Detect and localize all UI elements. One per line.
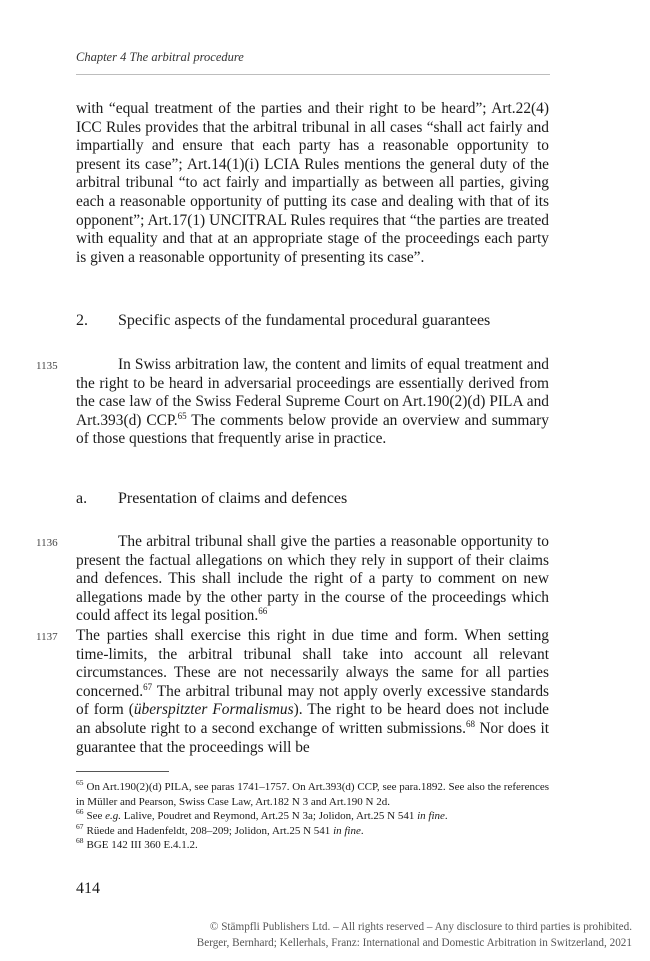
footnote-66 [76,809,549,824]
footnote-number: 66 [76,807,84,817]
footnote-text: Lalive, Poudret and Reymond, Art.25 N 3a; Jolidon, Art.25 N 541 [121,810,418,822]
running-head: Chapter 4 The arbitral procedure [76,50,244,64]
footnotes [76,780,549,853]
footnote-text: Rüede and Hadenfeldt, 208–209; Jolidon, Art.25 N 541 [86,824,334,837]
footnote-divider [76,771,169,772]
footnote-text: On Art.190(2)(d) PILA, see paras 1741–1757. On Art.393(d) CCP, see para.1892. See also the references in Müller and Pearson, Swiss Case Law, Art.182 N 3 and Art.190 N 2d. [76,781,549,808]
footnote-ref[interactable]: 65 [177,410,187,421]
paragraph-continuation: with “equal treatment of the parties and their right to be heard”; Art.22(4) ICC Rules provides that the arbitral tribunal in all cases “shall act fairly and impartially and ensure that each party has a reasonable opportunity to present its case”; Art.14(1)(i) LCIA Rules mentions the general duty of the arbitral tribunal “to act fairly and impartially as between all parties, giving each a reasonable opportunity of putting its case and dealing with that of its opponent”; Art.17(1) UNCITRAL Rules requires that “the parties are treated with equality and that at an appropriate stage of the proceedings each party is given a reasonable opportunity of presenting its case”. [76,100,549,266]
section-title: Specific aspects of the fundamental procedural guarantees [118,312,491,329]
margin-number-1135: 1135 [36,360,58,372]
paragraph-text: The arbitral tribunal may not apply overly excessive standards of form ( [76,682,549,719]
footnote-italic: e.g. [105,810,122,822]
footnote-65 [76,780,549,809]
footnote-text: BGE 142 III 360 E.4.1.2. [86,839,198,851]
paragraph-text: ). The right to be heard does not include an absolute right to a second exchange of written submissions. [76,701,549,737]
paragraph-text: The arbitral tribunal shall give the parties a reasonable opportunity to present the factual allegations on which they rely in support of their claims and defences. This shall include the right of a party to comment on new allegations made by the other party in the course of the proceedings which could affect its legal position. [76,533,549,625]
paragraph-text: The parties shall exercise this right in due time and form. When setting time-limits, the arbitral tribunal shall take into account all relevant circumstances. These are not necessarily always the same for all parties concerned. [76,627,549,700]
section-heading-2 [76,312,490,330]
subsection-title: Presentation of claims and defences [118,490,348,507]
footnote-text: . [360,824,364,837]
copyright-notice [0,920,632,951]
subsection-heading-a [76,490,347,508]
copyright-line: © Stämpfli Publishers Ltd. – All rights reserved – Any disclosure to third parties is prohibited. [209,921,632,933]
page-number: 414 [76,880,100,897]
paragraph-1137 [76,627,549,757]
footnote-number: 68 [76,836,84,846]
footnote-italic: in fine [417,810,445,822]
header-divider [76,74,550,75]
italic-term: überspitzter Formalismus [133,701,294,719]
margin-number-1136: 1136 [36,537,58,549]
footnote-number: 65 [76,778,84,788]
footnote-ref[interactable]: 68 [465,718,475,729]
section-number: 2. [76,312,88,329]
paragraph-1135 [76,356,549,449]
paragraph-text: Nor does it guarantee that the proceedings will be [76,719,549,756]
footnote-number: 67 [76,821,84,831]
copyright-line: Berger, Bernhard; Kellerhals, Franz: International and Domestic Arbitration in Switzerland, 2021 [196,936,632,949]
margin-number-1137: 1137 [36,631,58,643]
footnote-text: . [444,810,448,822]
footnote-italic: in fine [333,824,361,837]
paragraph-text: The comments below provide an overview and summary of those questions that frequently arise in practice. [76,411,549,448]
footnote-67 [76,821,549,839]
footnote-68 [76,838,549,853]
footnote-ref[interactable]: 67 [143,681,153,692]
footnote-ref[interactable]: 66 [258,606,268,617]
footnote-text: See [86,810,106,822]
paragraph-text: In Swiss arbitration law, the content and limits of equal treatment and the right to be heard in adversarial proceedings are essentially derived from the case law of the Swiss Federal Supreme Court on Art.190(2)(d) PILA and Art.393(d) CCP. [76,356,549,429]
subsection-number: a. [76,490,88,507]
paragraph-1136 [76,533,549,626]
